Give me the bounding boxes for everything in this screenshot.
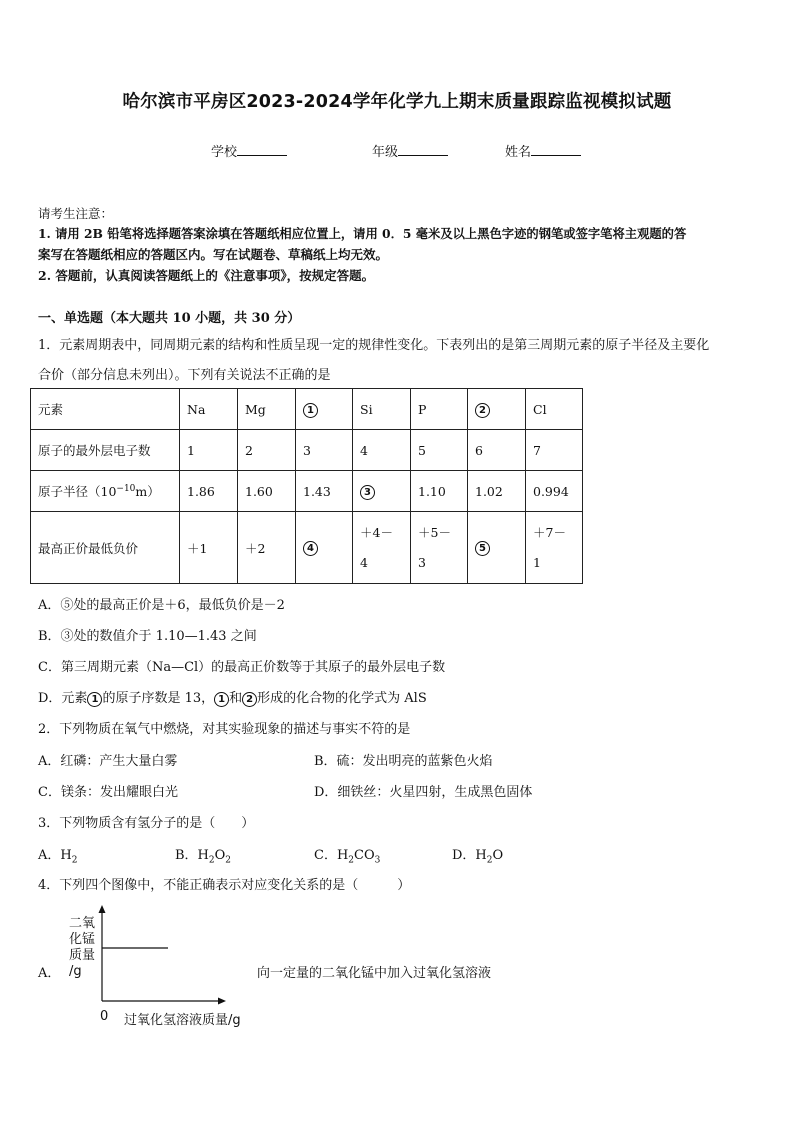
table-cell: 最高正价最低负价	[31, 512, 180, 584]
circle-5-marker: 5	[475, 541, 490, 556]
q1-stem-line2: 合价（部分信息未列出）。下列有关说法不正确的是	[38, 368, 331, 383]
si-valence-top: ＋4－	[360, 524, 393, 540]
grade-blank[interactable]	[398, 142, 448, 156]
table-cell: 5	[411, 430, 468, 471]
y-label-line: /g	[69, 964, 82, 979]
grade-field[interactable]	[372, 141, 448, 160]
y-label-line: 二氧	[69, 916, 96, 931]
table-cell: Si	[353, 389, 411, 430]
radius-label: 原子半径（10	[38, 484, 117, 499]
table-cell: ＋2	[238, 512, 296, 584]
table-cell: 7	[526, 430, 583, 471]
table-cell: 4	[353, 430, 411, 471]
table-cell: P	[411, 389, 468, 430]
formula-sub: 2	[225, 855, 232, 866]
grade-label: 年级	[372, 145, 399, 160]
table-cell	[468, 512, 526, 584]
q3-option-a[interactable]	[38, 844, 77, 866]
formula-part: O	[492, 848, 504, 863]
q3-option-d[interactable]	[452, 844, 503, 866]
formula-part: D．H	[452, 848, 487, 863]
table-cell: 1	[180, 430, 238, 471]
school-label: 学校	[211, 145, 238, 160]
q1-option-a[interactable]: A．⑤处的最高正价是＋6，最低负价是－2	[38, 598, 285, 613]
school-field[interactable]	[211, 141, 287, 160]
table-row	[31, 512, 583, 584]
formula-part: CO	[354, 848, 375, 863]
table-cell	[468, 389, 526, 430]
circle-3-marker: 3	[360, 485, 375, 500]
q2-option-b[interactable]: B．硫：发出明亮的蓝紫色火焰	[314, 754, 493, 769]
cl-valence-bottom: 1	[533, 554, 541, 570]
name-label: 姓名	[505, 145, 532, 160]
table-cell: Mg	[238, 389, 296, 430]
q2-stem: 2．下列物质在氧气中燃烧，对其实验现象的描述与事实不符的是	[38, 722, 411, 737]
circle-1-marker: 1	[214, 692, 229, 707]
circle-4-marker: 4	[303, 541, 318, 556]
circle-1-marker: 1	[87, 692, 102, 707]
formula-sub: 2	[348, 855, 355, 866]
p-valence-bottom: 3	[418, 554, 426, 570]
table-cell: 元素	[31, 389, 180, 430]
table-cell: 原子的最外层电子数	[31, 430, 180, 471]
radius-exponent: −10	[116, 483, 136, 494]
table-row	[31, 471, 583, 512]
notice-item1-line2: 案写在答题纸相应的答题区内。写在试题卷、草稿纸上均无效。	[38, 247, 389, 262]
q1-option-c[interactable]: C．第三周期元素（Na—Cl）的最高正价数等于其原子的最外层电子数	[38, 660, 446, 675]
formula-sub: 2	[486, 855, 493, 866]
formula-sub: 3	[374, 855, 381, 866]
q4-stem: 4．下列四个图像中，不能正确表示对应变化关系的是（ ）	[38, 878, 411, 893]
name-blank[interactable]	[531, 142, 581, 156]
p-valence-top: ＋5－	[418, 524, 451, 540]
formula-part: B．H	[175, 848, 209, 863]
formula-part: O	[214, 848, 226, 863]
circle-1-marker: 1	[303, 403, 318, 418]
q1-stem-line1: 1．元素周期表中，同周期元素的结构和性质呈现一定的规律性变化。下表列出的是第三周期元素的原子半径及主要化	[38, 338, 710, 353]
circle-2-marker: 2	[475, 403, 490, 418]
x-axis-arrow	[218, 998, 226, 1005]
option-d-text2: 形成的化合物的化学式为 AlS	[257, 691, 427, 706]
notice-item2: 2. 答题前，认真阅读答题纸上的《注意事项》，按规定答题。	[38, 268, 375, 283]
table-cell	[296, 512, 353, 584]
radius-unit: m）	[135, 484, 160, 499]
table-cell: ＋1	[180, 512, 238, 584]
graph-y-label	[69, 916, 95, 980]
graph-x-label: 过氧化氢溶液质量/g	[124, 1013, 241, 1028]
section-heading: 一、单选题（本大题共 10 小题，共 30 分）	[38, 311, 301, 326]
table-cell: 1.02	[468, 471, 526, 512]
table-cell	[526, 512, 583, 584]
graph-origin: 0	[100, 1009, 109, 1024]
formula-part: A．H	[38, 848, 72, 863]
table-cell: 1.43	[296, 471, 353, 512]
q3-option-c[interactable]	[314, 844, 380, 866]
formula-part: C．H	[314, 848, 349, 863]
table-cell: 3	[296, 430, 353, 471]
circle-2-marker: 2	[242, 692, 257, 707]
q4-option-a-label[interactable]: A．	[38, 966, 61, 981]
q3-stem: 3．下列物质含有氢分子的是（ ）	[38, 816, 255, 831]
graph-axes	[96, 905, 226, 1005]
si-valence-bottom: 4	[360, 554, 368, 570]
table-cell: 1.86	[180, 471, 238, 512]
table-cell	[31, 471, 180, 512]
page-title: 哈尔滨市平房区2023-2024学年化学九上期末质量跟踪监视模拟试题	[122, 92, 672, 112]
periodic-table	[30, 388, 583, 584]
table-row	[31, 430, 583, 471]
cl-valence-top: ＋7－	[533, 524, 566, 540]
y-axis-arrow	[99, 905, 106, 913]
q3-option-b[interactable]	[175, 844, 231, 866]
formula-sub: 2	[208, 855, 215, 866]
name-field[interactable]	[505, 141, 581, 160]
table-cell	[353, 512, 411, 584]
q2-option-a[interactable]: A．红磷：产生大量白雾	[38, 754, 178, 769]
school-blank[interactable]	[237, 142, 287, 156]
q2-option-c[interactable]: C．镁条：发出耀眼白光	[38, 785, 178, 800]
table-cell: 0.994	[526, 471, 583, 512]
option-d-prefix: D．元素	[38, 691, 88, 706]
table-cell: Cl	[526, 389, 583, 430]
table-cell: 6	[468, 430, 526, 471]
y-label-line: 质量	[69, 948, 96, 963]
q2-option-d[interactable]: D．细铁丝：火星四射，生成黑色固体	[314, 785, 533, 800]
table-cell: Na	[180, 389, 238, 430]
table-row	[31, 389, 583, 430]
table-cell: 1.10	[411, 471, 468, 512]
table-cell: 2	[238, 430, 296, 471]
notice-item1-line1: 1. 请用 2B 铅笔将选择题答案涂填在答题纸相应位置上，请用 0．5 毫米及以上黑色字迹的钢笔或签字笔将主观题的答	[38, 226, 687, 241]
table-cell	[411, 512, 468, 584]
table-cell: 1.60	[238, 471, 296, 512]
option-d-and: 和	[229, 691, 243, 706]
option-d-text1: 的原子序数是 13，	[102, 691, 215, 706]
q1-option-b[interactable]: B．③处的数值介于 1.10—1.43 之间	[38, 629, 257, 644]
formula-sub: 2	[71, 855, 78, 866]
notice-heading: 请考生注意：	[38, 206, 114, 221]
q1-option-d[interactable]	[38, 687, 427, 707]
table-cell	[296, 389, 353, 430]
table-cell	[353, 471, 411, 512]
y-label-line: 化锰	[69, 932, 96, 947]
q4-option-a-desc: 向一定量的二氧化锰中加入过氧化氢溶液	[257, 966, 492, 981]
